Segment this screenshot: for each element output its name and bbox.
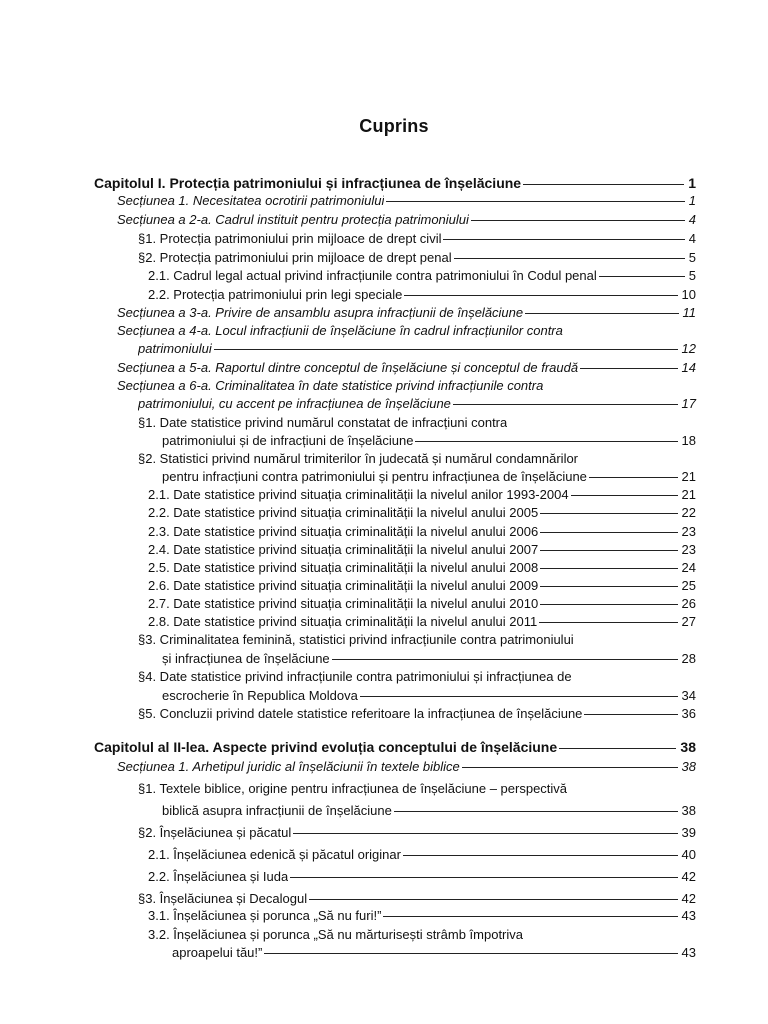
toc-entry-continuation: escrocherie în Republica Moldova 34: [162, 687, 696, 705]
toc-entry-continuation: patrimoniului 12: [138, 340, 696, 358]
toc-entry: §3. Înșelăciunea și Decalogul 42: [138, 890, 696, 908]
toc-entry: §2. Statistici privind numărul trimiterilor în judecată și numărul condamnărilor: [138, 451, 579, 466]
toc-entry: 2.1. Cadrul legal actual privind infracțiunile contra patrimoniului în Codul penal 5: [148, 267, 696, 285]
toc-entry: 2.7. Date statistice privind situația criminalității la nivelul anului 2010 26: [148, 595, 696, 613]
toc-entry: §1. Protecția patrimoniului prin mijloace de drept civil 4: [138, 230, 696, 248]
toc-entry-continuation: aproapelui tău!” 43: [172, 944, 696, 962]
page-title: Cuprins: [359, 116, 429, 136]
toc-entry: Secțiunea a 2-a. Cadrul instituit pentru protecția patrimoniului 4: [117, 211, 696, 229]
toc-entry: 2.8. Date statistice privind situația criminalității la nivelul anului 2011 27: [148, 613, 696, 631]
toc-entry: 2.6. Date statistice privind situația criminalității la nivelul anului 2009 25: [148, 577, 696, 595]
toc-entry: §5. Concluzii privind datele statistice referitoare la infracțiunea de înșelăciune 36: [138, 705, 696, 723]
toc-entry: 2.1. Date statistice privind situația criminalității la nivelul anilor 1993-2004 21: [148, 486, 696, 504]
toc-entry: 2.2. Date statistice privind situația criminalității la nivelul anului 2005 22: [148, 504, 696, 522]
toc-entry: 2.1. Înșelăciunea edenică și păcatul originar 40: [148, 846, 696, 864]
toc-entry: Secțiunea 1. Necesitatea ocrotirii patrimoniului 1: [117, 192, 696, 210]
toc-entry: 3.1. Înșelăciunea și porunca „Să nu furi!” 43: [148, 907, 696, 925]
toc-entry: §1. Textele biblice, origine pentru infracțiunea de înșelăciune – perspectivă: [138, 781, 568, 796]
toc-entry: 2.2. Înșelăciunea și Iuda 42: [148, 868, 696, 886]
toc-entry: 2.2. Protecția patrimoniului prin legi speciale 10: [148, 286, 696, 304]
toc-entry: §3. Criminalitatea feminină, statistici privind infracțiunile contra patrimoniului: [138, 632, 574, 647]
toc-entry: 3.2. Înșelăciunea și porunca „Să nu mărturisești strâmb împotriva: [148, 927, 524, 942]
toc-entry-continuation: pentru infracțiuni contra patrimoniului și pentru infracțiunea de înșelăciune 21: [162, 468, 696, 486]
toc-entry: 2.3. Date statistice privind situația criminalității la nivelul anului 2006 23: [148, 523, 696, 541]
toc-entry-continuation: patrimoniului și de infracțiuni de înșelăciune 18: [162, 432, 696, 450]
toc-entry: Secțiunea a 3-a. Privire de ansamblu asupra infracțiunii de înșelăciune 11: [117, 304, 696, 322]
toc-entry: 2.5. Date statistice privind situația criminalității la nivelul anului 2008 24: [148, 559, 696, 577]
toc-entry-continuation: biblică asupra infracțiunii de înșelăciune 38: [162, 802, 696, 820]
toc-entry: §2. Protecția patrimoniului prin mijloace de drept penal 5: [138, 249, 696, 267]
toc-entry: §4. Date statistice privind infracțiunile contra patrimoniului și infracțiunea de: [138, 669, 572, 684]
toc-entry: Secțiunea a 6-a. Criminalitatea în date statistice privind infracțiunile contra: [117, 378, 544, 393]
toc-entry: 2.4. Date statistice privind situația criminalității la nivelul anului 2007 23: [148, 541, 696, 559]
toc-entry: Secțiunea 1. Arhetipul juridic al înșelăciunii în textele biblice 38: [117, 758, 696, 776]
toc-entry: Secțiunea a 4-a. Locul infracțiunii de înșelăciune în cadrul infracțiunilor contra: [117, 323, 563, 338]
toc-entry: §2. Înșelăciunea și păcatul 39: [138, 824, 696, 842]
toc-entry-chapter-2: Capitolul al II-lea. Aspecte privind evoluția conceptului de înșelăciune 38: [94, 738, 696, 756]
toc-entry-continuation: și infracțiunea de înșelăciune 28: [162, 650, 696, 668]
toc-entry: Secțiunea a 5-a. Raportul dintre conceptul de înșelăciune și conceptul de fraudă 14: [117, 359, 696, 377]
toc-entry-chapter-1: Capitolul I. Protecția patrimoniului și infracțiunea de înșelăciune 1: [94, 174, 696, 192]
toc-entry-continuation: patrimoniului, cu accent pe infracțiunea de înșelăciune 17: [138, 395, 696, 413]
toc-entry: §1. Date statistice privind numărul constatat de infracțiuni contra: [138, 415, 508, 430]
